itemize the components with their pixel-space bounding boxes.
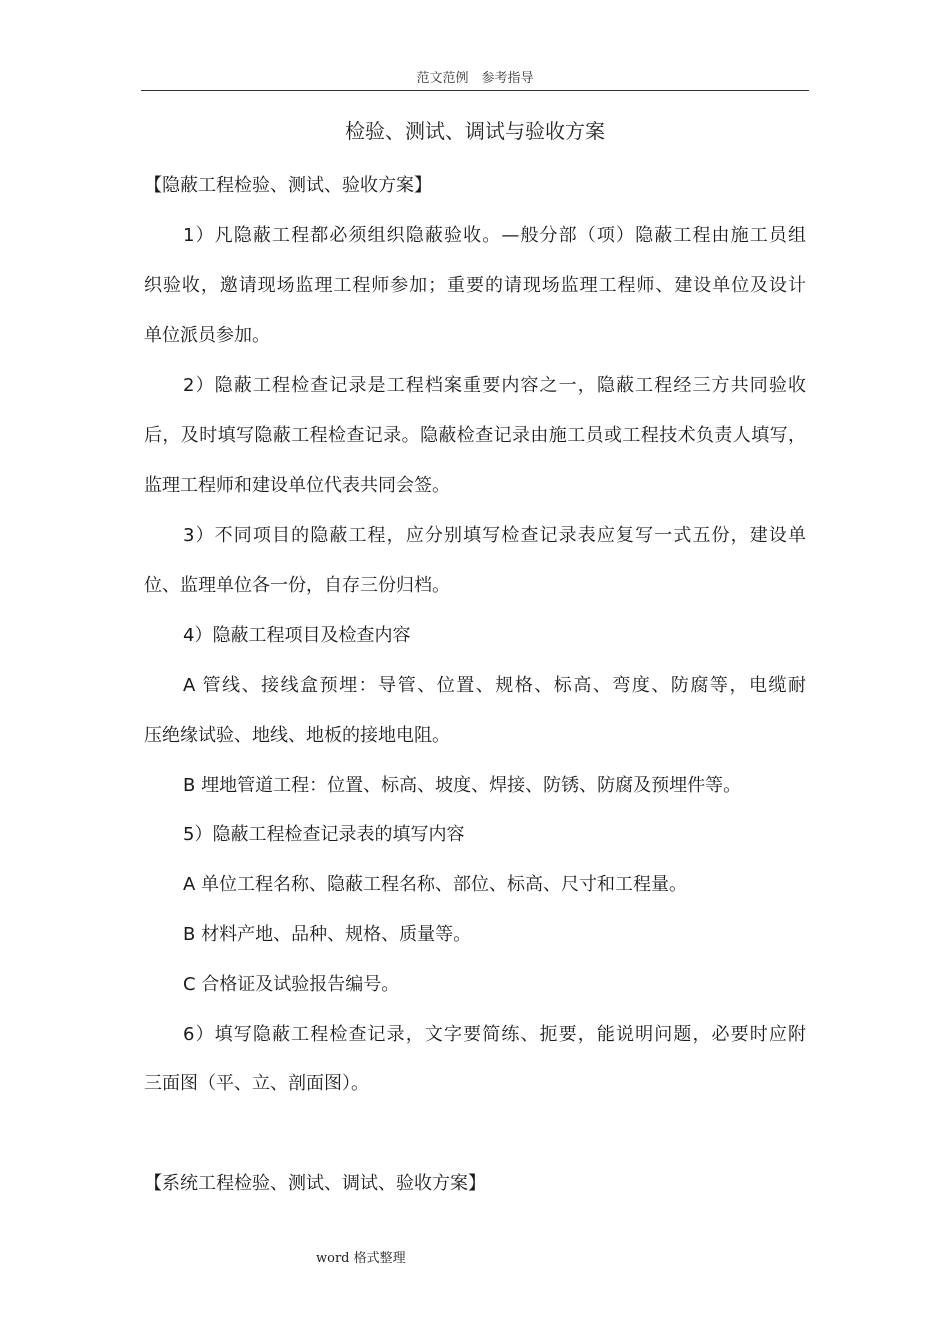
paragraph-1-line-1: 1）凡隐蔽工程都必须组织隐蔽验收。—般分部（项）隐蔽工程由施工员组 (183, 225, 806, 246)
paragraph-3-line-2: 位、监理单位各一份，自存三份归档。 (144, 575, 450, 596)
item-4a-line-1: A 管线、接线盒预埋：导管、位置、规格、标高、弯度、防腐等，电缆耐 (183, 675, 806, 696)
paragraph-5-heading: 5）隐蔽工程检查记录表的填写内容 (183, 824, 465, 845)
paragraph-1-line-3: 单位派员参加。 (144, 325, 270, 346)
item-5c: C 合格证及试验报告编号。 (183, 974, 400, 995)
item-5a: A 单位工程名称、隐蔽工程名称、部位、标高、尺寸和工程量。 (183, 874, 688, 895)
paragraph-3-line-1: 3）不同项目的隐蔽工程，应分别填写检查记录表应复写一式五份，建设单 (183, 525, 806, 546)
section-heading-system-works: 【系统工程检验、测试、调试、验收方案】 (144, 1173, 486, 1194)
page-footer: word 格式整理 (316, 1251, 406, 1266)
item-4a-line-2: 压绝缘试验、地线、地板的接地电阻。 (144, 725, 450, 746)
paragraph-2-line-2: 后，及时填写隐蔽工程检查记录。隐蔽检查记录由施工员或工程技术负责人填写， (144, 425, 806, 446)
paragraph-2-line-1: 2）隐蔽工程检查记录是工程档案重要内容之一，隐蔽工程经三方共同验收 (183, 375, 806, 396)
item-4b: B 埋地管道工程：位置、标高、坡度、焊接、防锈、防腐及预埋件等。 (183, 775, 742, 796)
item-5b: B 材料产地、品种、规格、质量等。 (183, 924, 472, 945)
paragraph-6-line-1: 6）填写隐蔽工程检查记录，文字要简练、扼要，能说明问题，必要时应附 (183, 1024, 806, 1045)
paragraph-1-line-2: 织验收，邀请现场监理工程师参加；重要的请现场监理工程师、建设单位及设计 (144, 275, 806, 296)
paragraph-6-line-2: 三面图（平、立、剖面图）。 (144, 1073, 369, 1094)
page-header: 范文范例 参考指导 (141, 70, 809, 91)
section-heading-concealed-works: 【隐蔽工程检验、测试、验收方案】 (144, 175, 432, 196)
document-title: 检验、测试、调试与验收方案 (345, 119, 605, 143)
paragraph-4-heading: 4）隐蔽工程项目及检查内容 (183, 625, 411, 646)
paragraph-2-line-3: 监理工程师和建设单位代表共同会签。 (144, 475, 450, 496)
